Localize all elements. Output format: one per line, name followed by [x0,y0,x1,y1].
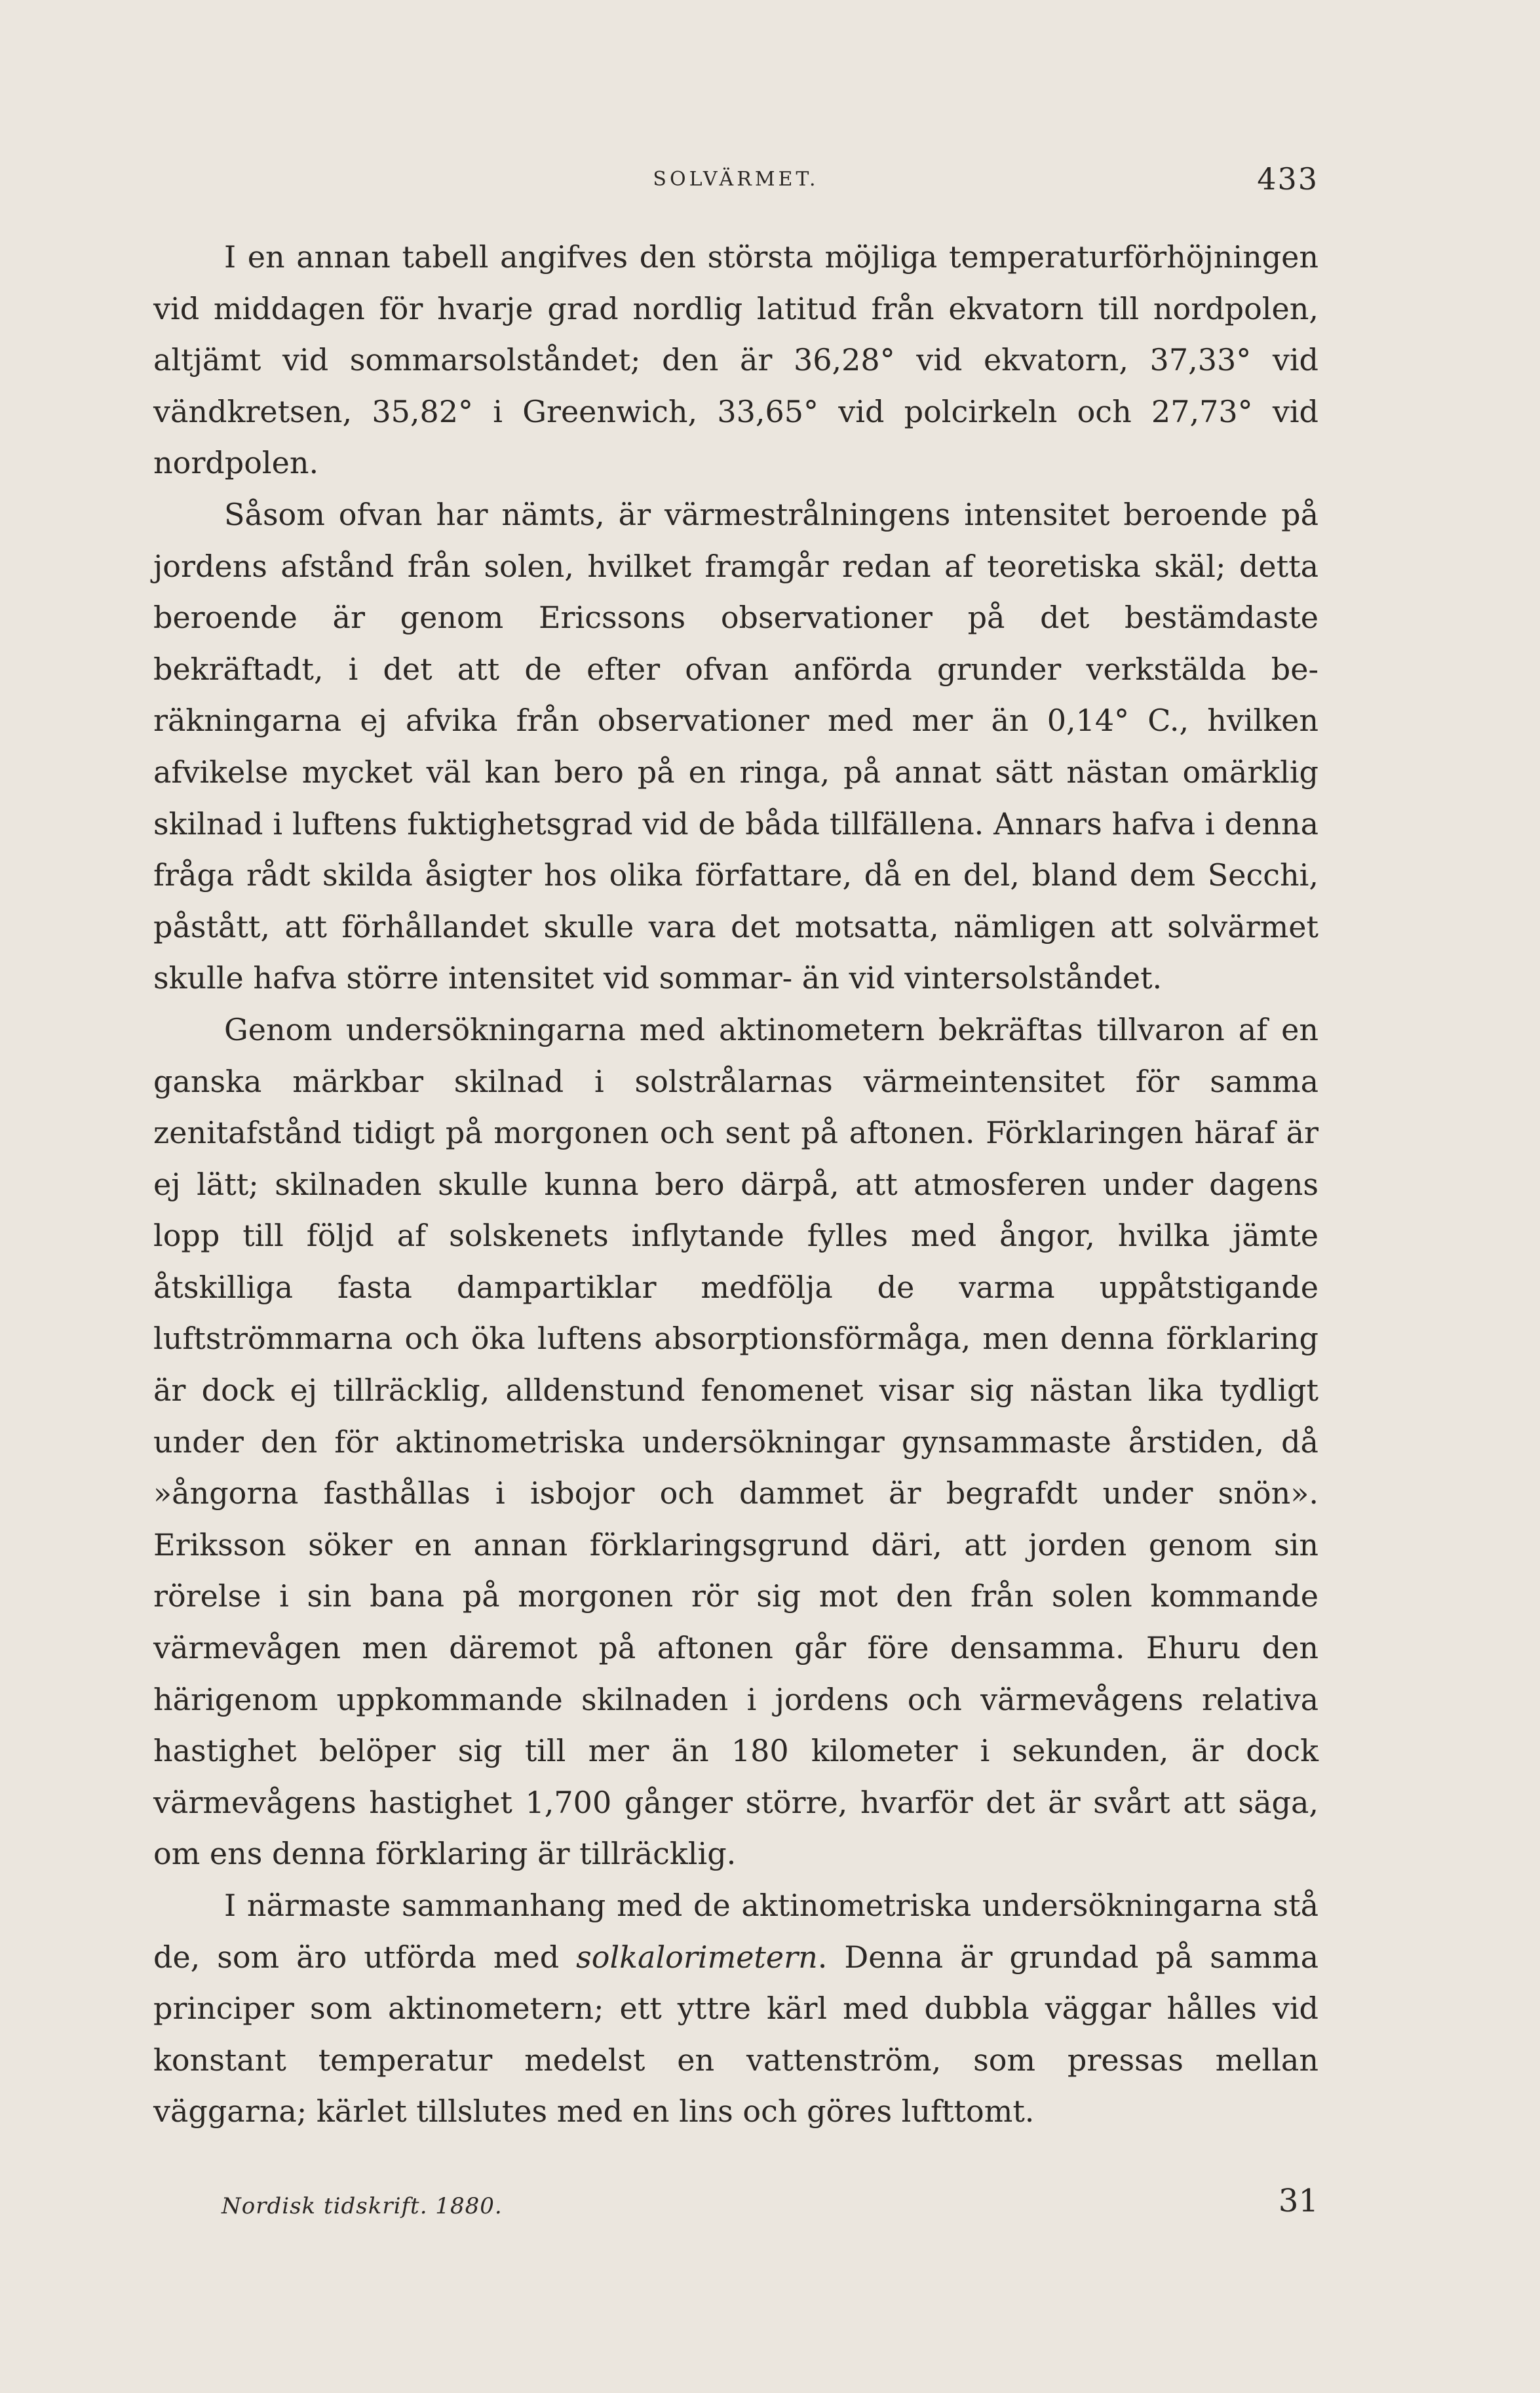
paragraph [153,489,1319,1004]
page-footer [153,2183,1319,2228]
italic-term: solkalorimetern [576,1939,818,1975]
body-text [153,231,1319,2137]
sheet-number: 31 [1278,2183,1319,2219]
paragraph-text: I närmaste sammanhang med de aktinometriska undersökningarna stå de, som äro utförda med [153,1888,1319,1975]
paragraph [153,231,1319,489]
paragraph-text: Såsom ofvan har nämts, är värmestrålningens intensitet beroende på jordens afstånd från solen, hvilket framgår redan af teoretiska skäl; detta beroende är genom Ericssons observationer på det bestämdaste bekräftadt, i det att de efter ofvan anförda grunder verkstälda beräkningarna ej afvika från observationer med mer än 0,14° C., hvilken afvikelse mycket väl kan bero på en ringa, på annat sätt nästan omärklig skilnad i luftens fuktighetsgrad vid de båda tillfällena. Annars hafva i denna fråga rådt skilda åsigter hos olika författare, då en del, bland dem Secchi, påstått, att förhållandet skulle vara det motsatta, nämligen att solvärmet skulle hafva större intensitet vid sommar- än vid vintersolståndet. [153,496,1319,996]
page-number: 433 [1257,161,1319,197]
paragraph-text: . Denna är grundad på samma principer som aktinometern; ett yttre kärl med dubbla väggar hålles vid konstant temperatur medelst en vattenström, som pressas mellan väggarna; kärlet tillslutes med en lins och göres lufttomt. [153,1939,1319,2130]
paragraph [153,1004,1319,1880]
paragraph-text: I en annan tabell angifves den största möjliga temperaturförhöjningen vid middagen för hvarje grad nordlig latitud från ekvatorn till nordpolen, altjämt vid sommarsolståndet; den är 36,28° vid ekvatorn, 37,33° vid vändkretsen, 35,82° i Greenwich, 33,65° vid polcirkeln och 27,73° vid nordpolen. [153,239,1319,481]
paragraph [153,1880,1319,2137]
running-title: SOLVÄRMET. [653,168,819,191]
paragraph-text: Genom undersökningarna med aktinometern bekräftas tillvaron af en ganska märkbar skilnad i solstrålarnas värmeintensitet för samma zenitafstånd tidigt på morgonen och sent på aftonen. Förklaringen häraf är ej lätt; skilnaden skulle kunna bero därpå, att atmosferen under dagens lopp till följd af solskenets inflytande fylles med ångor, hvilka jämte åtskilliga fasta dampartiklar medfölja de varma uppåtstigande luftströmmarna och öka luftens absorptionsförmåga, men denna förklaring är dock ej tillräcklig, alldenstund fenomenet visar sig nästan lika tydligt under den för aktinometriska undersökningar gynsammaste årstiden, då »ångorna fasthållas i isbojor och dammet är begrafdt under snön». Eriksson söker en annan förklaringsgrund däri, att jorden genom sin rörelse i sin bana på morgonen rör sig mot den från solen kommande värmevågen men däremot på aftonen går före densamma. Ehuru den härigenom uppkommande skilnaden i jordens och värmevågens relativa hastighet belöper sig till mer än 180 kilometer i sekunden, är dock värmevågens hastighet 1,700 gånger större, hvarför det är svårt att säga, om ens denna förklaring är tillräcklig. [153,1011,1319,1872]
running-head [153,161,1319,201]
footer-journal: Nordisk tidskrift. 1880. [221,2193,503,2219]
